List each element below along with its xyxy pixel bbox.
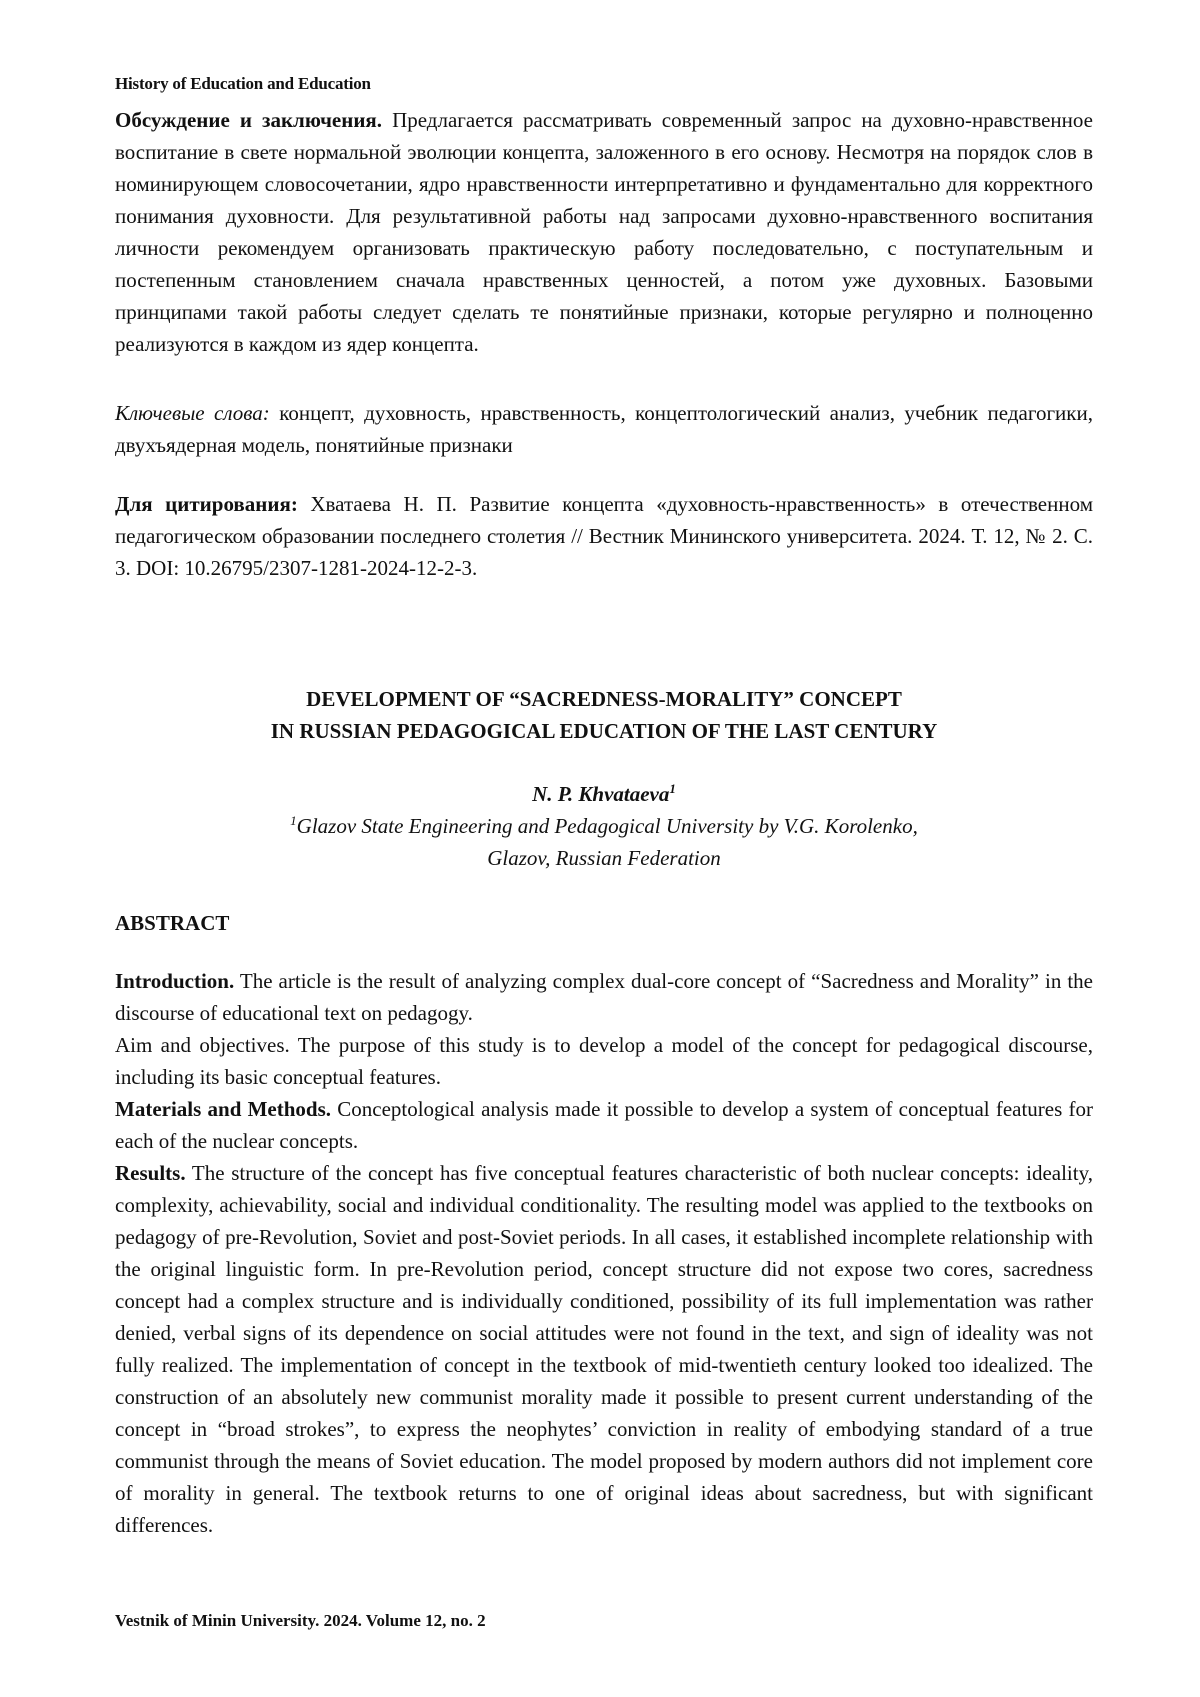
keywords-paragraph: [115, 397, 1093, 461]
article-title: [115, 683, 1093, 747]
results-paragraph: [115, 1157, 1093, 1541]
discussion-text: Предлагается рассматривать современный запрос на духовно-нравственное воспитание в свете нормальной эволюции концепта, заложенного в его основу. Несмотря на порядок слов в номинирующем словосочетании, ядро нравственности интерпретативно и фундаментально для корректного понимания духовности. Для результативной работы над запросами духовно-нравственного воспитания личности рекомендуем организовать практическую работу последовательно, с поступательным и постепенным становлением сначала нравственных ценностей, а потом уже духовных. Базовыми принципами такой работы следует сделать те понятийные признаки, которые регулярно и полноценно реализуются в каждом из ядер концепта.: [115, 108, 1093, 356]
title-line-1: DEVELOPMENT OF “SACREDNESS-MORALITY” CONCEPT: [306, 687, 902, 711]
citation-paragraph: [115, 488, 1093, 584]
discussion-label: Обсуждение и заключения.: [115, 108, 383, 132]
author-name-text: N. P. Khvataeva: [532, 782, 670, 806]
materials-paragraph: [115, 1093, 1093, 1157]
abstract-heading: ABSTRACT: [115, 911, 230, 935]
author-name: [115, 778, 1093, 810]
citation-text: Хватаева Н. П. Развитие концепта «духовность-нравственность» в отечественном педагогическом образовании последнего столетия // Вестник Мининского университета. 2024. Т. 12, № 2. С. 3. DOI: 10.26795/2307-1281-2024-12-2-3.: [115, 492, 1093, 580]
introduction-paragraph: [115, 965, 1093, 1029]
affiliation-text: Glazov State Engineering and Pedagogical University by V.G. Korolenko,: [296, 814, 918, 838]
footer: Vestnik of Minin University. 2024. Volume 12, no. 2: [115, 1611, 486, 1630]
results-label: Results.: [115, 1161, 186, 1185]
keywords-label: Ключевые слова:: [115, 401, 270, 425]
title-line-2: IN RUSSIAN PEDAGOGICAL EDUCATION OF THE LAST CENTURY: [270, 719, 938, 743]
affiliation-sup: 1: [290, 813, 297, 828]
materials-label: Materials and Methods.: [115, 1097, 332, 1121]
author-sup: 1: [669, 781, 676, 796]
aim-paragraph: Aim and objectives. The purpose of this study is to develop a model of the concept for pedagogical discourse, including its basic conceptual features.: [115, 1033, 1093, 1089]
citation-label: Для цитирования:: [115, 492, 298, 516]
materials-text: Conceptological analysis made it possible to develop a system of conceptual features for each of the nuclear concepts.: [115, 1097, 1093, 1153]
discussion-paragraph: [115, 104, 1093, 360]
affiliation-line-2: Glazov, Russian Federation: [487, 846, 721, 870]
author-block: [115, 778, 1093, 874]
introduction-label: Introduction.: [115, 969, 235, 993]
keywords-text: концепт, духовность, нравственность, концептологический анализ, учебник педагогики, двухъядерная модель, понятийные признаки: [115, 401, 1093, 457]
introduction-text: The article is the result of analyzing complex dual-core concept of “Sacredness and Morality” in the discourse of educational text on pedagogy.: [115, 969, 1093, 1025]
results-text: The structure of the concept has five conceptual features characteristic of both nuclear concepts: ideality, complexity, achievability, social and individual conditionality. The resulting model was applied to the textbooks on pedagogy of pre-Revolution, Soviet and post-Soviet periods. In all cases, it established incomplete relationship with the original linguistic form. In pre-Revolution period, concept structure did not expose two cores, sacredness concept had a complex structure and is individually conditioned, possibility of its full implementation was rather denied, verbal signs of its dependence on social attitudes were not found in the text, and sign of ideality was not fully realized. The implementation of concept in the textbook of mid-twentieth century looked too idealized. The construction of an absolutely new communist morality made it possible to present current understanding of the concept in “broad strokes”, to express the neophytes’ conviction in reality of embodying standard of a true communist through the means of Soviet education. The model proposed by modern authors did not implement core of morality in general. The textbook returns to one of original ideas about sacredness, but with significant differences.: [115, 1161, 1093, 1537]
running-head: History of Education and Education: [115, 74, 371, 93]
affiliation-line-1: [115, 810, 1093, 842]
